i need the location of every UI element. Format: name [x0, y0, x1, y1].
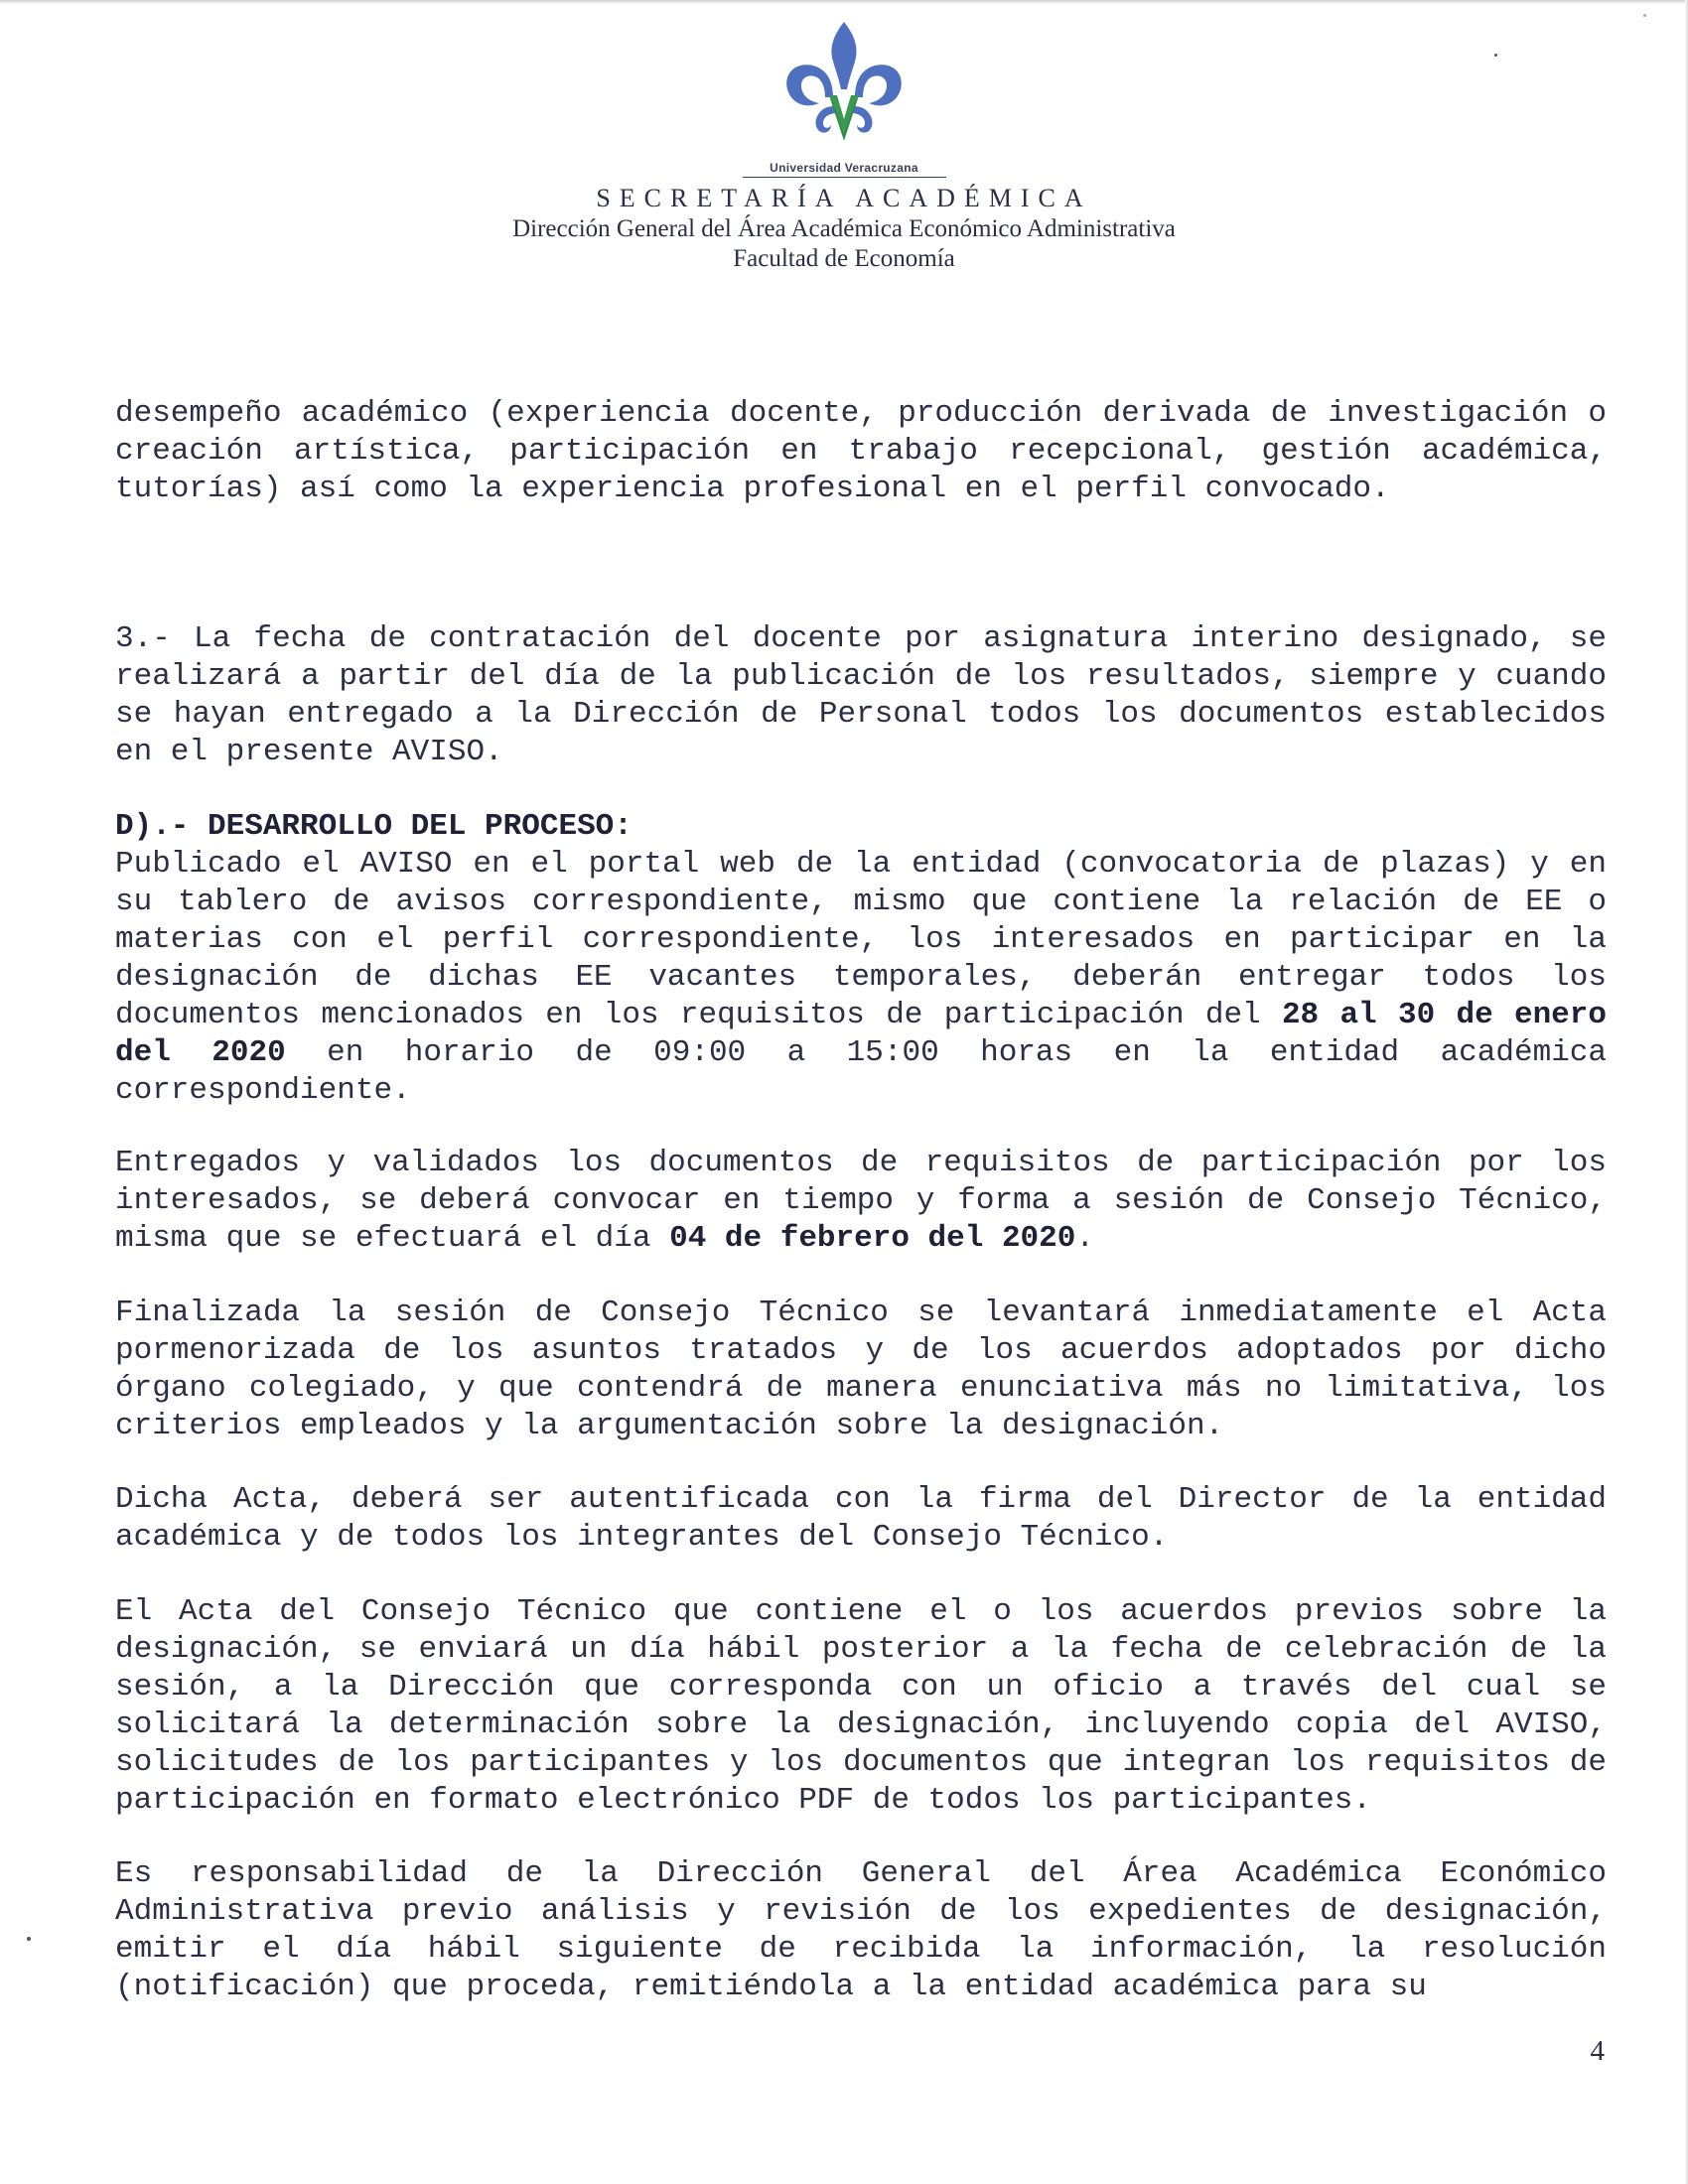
paragraph-text: en horario de 09:00 a 15:00 horas en la entidad académica correspondiente. [115, 1035, 1608, 1108]
paragraph-fecha-contratacion [115, 620, 1607, 771]
paragraph-finalizada [115, 1295, 1607, 1445]
paragraph-acta-consejo [115, 1593, 1607, 1820]
university-logo-icon [779, 20, 909, 159]
scan-speck [1494, 54, 1497, 57]
university-name: Universidad Veracruzana [770, 161, 918, 175]
section-desarrollo-proceso [115, 808, 1607, 1110]
date-range-bold: 28 al 30 de enero del 2020 [115, 998, 1607, 1070]
paragraph-dicha-acta [115, 1481, 1607, 1557]
section-heading [115, 808, 1607, 846]
paragraph-text: . [1075, 1221, 1094, 1256]
paragraph-publicado [115, 846, 1607, 1110]
scan-speck [27, 1937, 31, 1941]
facultad-subtitle: Facultad de Economía [733, 245, 955, 272]
scan-edge-top [0, 0, 1688, 4]
paragraph-responsabilidad [115, 1855, 1607, 2006]
section-heading-text: D).- DESARROLLO DEL PROCESO: [115, 809, 633, 844]
paragraph-text: Publicado el AVISO en el portal web de la entidad (convocatoria de plazas) y en su tablero de avisos correspondiente, mismo que contiene la relación de EE o materias con el perfil correspondiente, los interesados en participar en la designación de dichas EE vacantes temporales, deberán entregar todos los documentos mencionados en los requisitos de participación del [115, 847, 1607, 1032]
paragraph-text: Dicha Acta, deberá ser autentificada con la firma del Director de la entidad académica y de todos los integrantes del Consejo Técnico. [115, 1482, 1607, 1555]
page-number: 4 [1590, 2035, 1605, 2067]
session-date-bold: 04 de febrero del 2020 [669, 1221, 1076, 1256]
paragraph-text: Es responsabilidad de la Dirección General del Área Académica Económico Administrativa previo análisis y revisión de los expedientes de designación, emitir el día hábil siguiente de recibida la información, la resolución (notificación) que proceda, remitiéndola a la entidad académica para su [115, 1856, 1607, 2004]
paragraph-text: Entregados y validados los documentos de requisitos de participación por los interesados, se deberá convocar en tiempo y forma a sesión de Consejo Técnico, misma que se efectuará el día [115, 1146, 1607, 1256]
direccion-general-subtitle: Dirección General del Área Académica Económico Administrativa [512, 215, 1176, 242]
paragraph-text: desempeño académico (experiencia docente, producción derivada de investigación o creación artística, participación en trabajo recepcional, gestión académica, tutorías) así como la experiencia profesional en el perfil convocado. [115, 396, 1607, 506]
secretaria-academica-title: SECRETARÍA ACADÉMICA [596, 184, 1092, 212]
letterhead [0, 20, 1688, 273]
paragraph-desempeno [115, 395, 1607, 508]
paragraph-text: 3.- La fecha de contratación del docente por asignatura interino designado, se realizará a partir del día de la publicación de los resultados, siempre y cuando se hayan entregado a la Dirección de Personal todos los documentos establecidos en el presente AVISO. [115, 621, 1607, 769]
paragraph-text: Finalizada la sesión de Consejo Técnico se levantará inmediatamente el Acta pormenorizada de los asuntos tratados y de los acuerdos adoptados por dicho órgano colegiado, y que contendrá de manera enunciativa más no limitativa, los criterios empleados y la argumentación sobre la designación. [115, 1296, 1607, 1443]
paragraph-text: El Acta del Consejo Técnico que contiene el o los acuerdos previos sobre la designación, se enviará un día hábil posterior a la fecha de celebración de la sesión, a la Dirección que corresponda con un oficio a través del cual se solicitará la determinación sobre la designación, incluyendo copia del AVISO, solicitudes de los participantes y los documentos que integran los requisitos de participación en formato electrónico PDF de todos los participantes. [115, 1594, 1607, 1818]
paragraph-entregados [115, 1145, 1607, 1258]
scan-speck [1643, 14, 1646, 17]
university-name-underline [743, 177, 946, 178]
